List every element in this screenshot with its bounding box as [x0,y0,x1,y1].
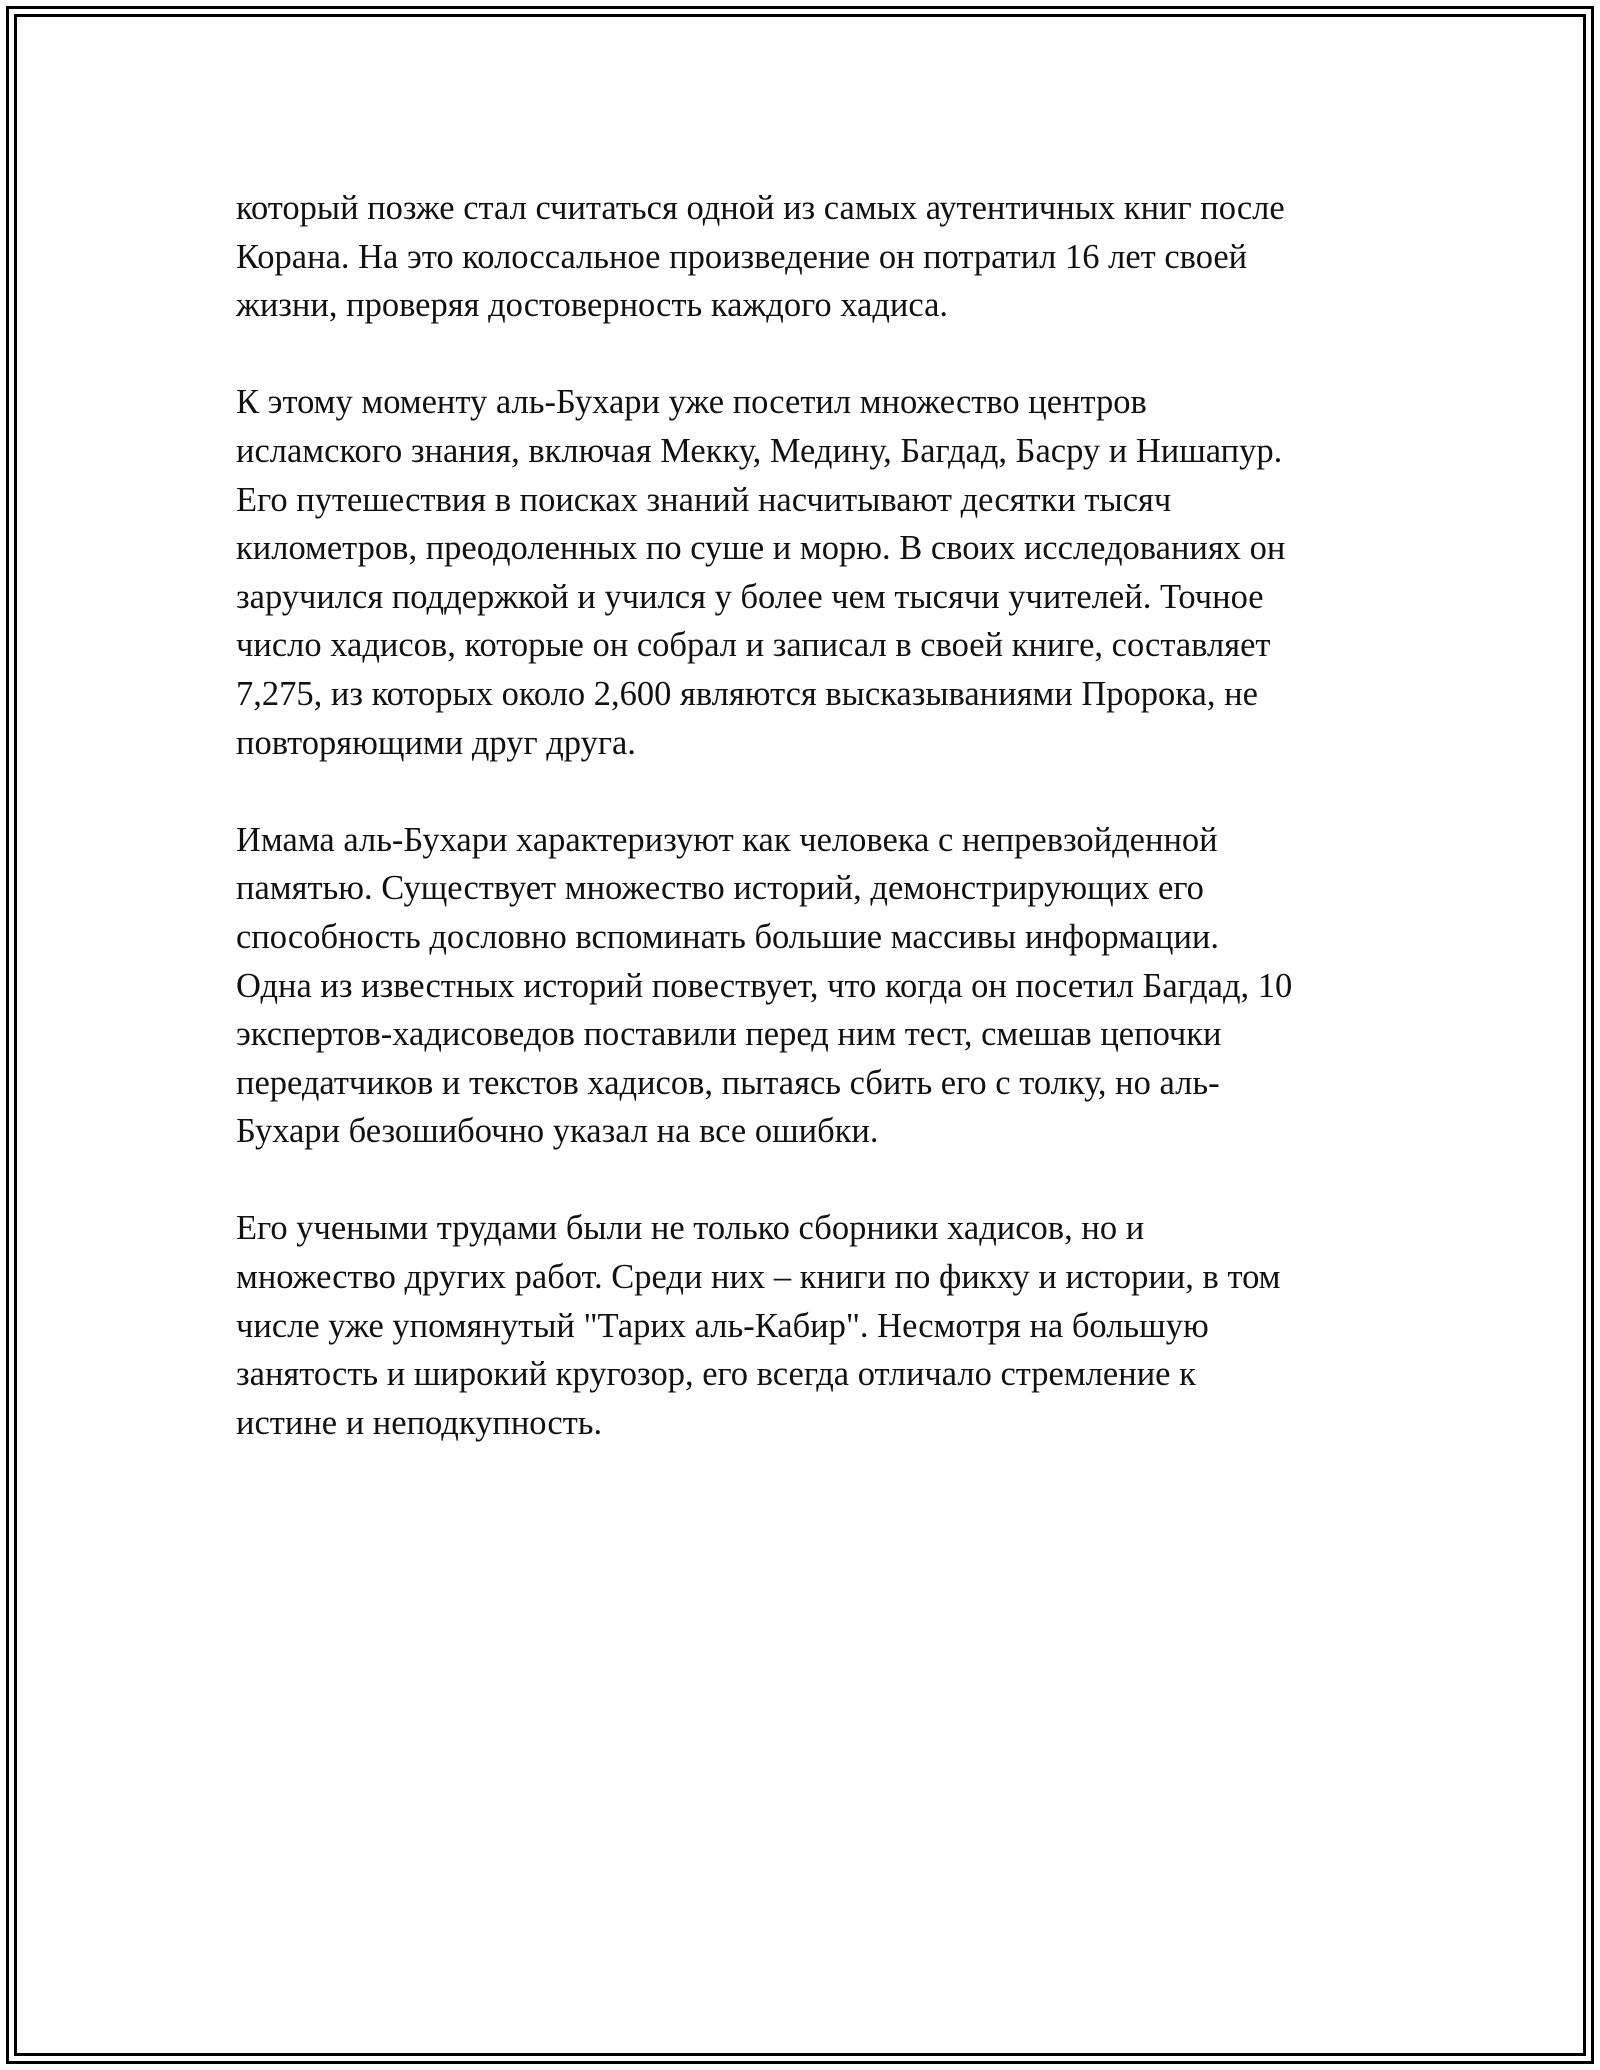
text-line: который позже стал считаться одной из самых аутентичных книг после [236,189,1285,227]
paragraph-1 [236,184,1376,330]
text-line: километров, преодоленных по суше и морю. В своих исследованиях он [236,529,1286,568]
text-line: жизни, проверяя достоверность каждого хадиса. [236,286,949,325]
text-line: передатчиков и текстов хадисов, пытаясь сбить его с толку, но аль- [236,1063,1220,1102]
text-line: памятью. Существует множество историй, демонстрирующих его [236,869,1204,908]
text-line: К этому моменту аль-Бухари уже посетил множество центров [236,383,1147,422]
paragraph-2 [236,378,1376,767]
text-line: заручился поддержкой и учился у более чем тысячи учителей. Точное [236,577,1264,616]
text-line: 7,275, из которых около 2,600 являются высказываниями Пророка, не [236,674,1258,713]
text-line: Его путешествия в поисках знаний насчитывают десятки тысяч [236,480,1172,519]
paragraph-4 [236,1204,1376,1447]
text-line: способность дословно вспоминать большие массивы информации. [236,917,1219,956]
text-line: число хадисов, которые он собрал и записал в своей книге, составляет [236,626,1271,665]
document-body [236,184,1376,1496]
paragraph-3 [236,816,1376,1156]
text-line: истине и неподкупность. [236,1403,603,1442]
text-line: Бухари безошибочно указал на все ошибки. [236,1112,879,1151]
text-line: числе уже упомянутый "Тарих аль-Кабир". Несмотря на большую [236,1306,1209,1345]
text-line: множество других работ. Среди них – книги по фикху и истории, в том [236,1258,1281,1297]
text-line: повторяющими друг друга. [236,723,636,762]
text-line: занятость и широкий кругозор, его всегда отличало стремление к [236,1355,1196,1394]
text-line: Одна из известных историй повествует, что когда он посетил Багдад, 10 [236,966,1293,1005]
text-line: Имама аль-Бухари характеризуют как человека с непревзойденной [236,820,1218,859]
text-line: Его учеными трудами были не только сборники хадисов, но и [236,1209,1145,1248]
text-line: Корана. На это колоссальное произведение он потратил 16 лет своей [236,237,1248,276]
text-line: исламского знания, включая Мекку, Медину, Багдад, Басру и Нишапур. [236,431,1283,470]
text-line: экспертов-хадисоведов поставили перед ним тест, смешав цепочки [236,1015,1222,1054]
